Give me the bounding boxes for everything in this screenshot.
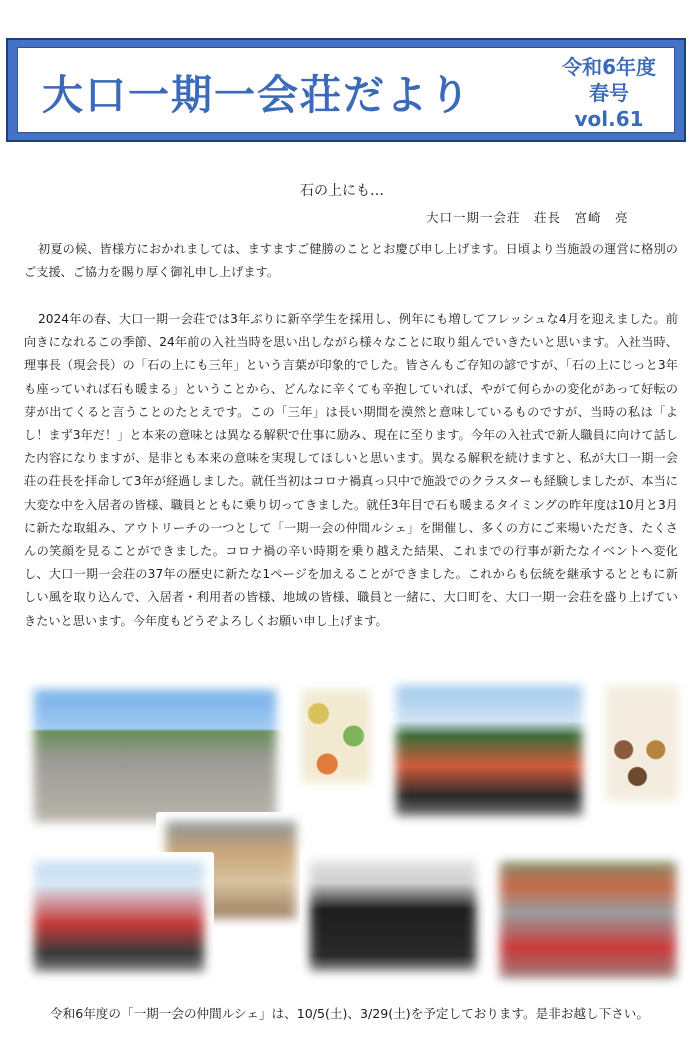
newsletter-title: 大口一期一会荘だより	[42, 71, 472, 119]
dance-performance-photo	[386, 676, 592, 826]
event-schedule-note: 令和6年度の「一期一会の仲間ルシェ」は、10/5(土)、3/29(土)を予定しております。是非お越し下さい。	[50, 1006, 649, 1021]
issue-volume: vol.61	[574, 107, 644, 131]
greeting-paragraph: 初夏の候、皆様方におかれましては、ますますご健勝のこととお慶び申し上げます。日頃より当施設の運営に格別のご支援、ご協力を賜り厚く御礼申し上げます。	[24, 242, 678, 280]
issue-season: 春号	[589, 81, 630, 105]
header-panel	[17, 47, 675, 133]
article-author: 大口一期一会荘 荘長 宮崎 亮	[426, 210, 629, 225]
dancers-parade-photo	[24, 852, 214, 982]
aerial-event-photo	[490, 852, 686, 988]
market-photo	[24, 680, 286, 832]
brass-band-photo	[300, 850, 486, 982]
issue-info	[562, 54, 656, 132]
event-poster-photo	[292, 680, 380, 792]
article-subtitle: 石の上にも…	[300, 183, 384, 199]
main-paragraph: 2024年の春、大口一期一会荘では3年ぶりに新卒学生を採用し、例年にも増してフレッシュな4月を迎えました。前向きになれるこの季節、24年前の入社当時を思い出しながら様々なことに取り組んでいきたいと思います。入社当時、理事長（現会長）の「石の上にも三年」という言葉が印象的でした。皆さんもご存知の諺ですが、「石の上にじっと3年も座っていれば石も暖まる」ということから、どんなに辛くても辛抱していれば、やがて何らかの変化があって好転の芽が出てくると言うことのたとえです。この「三年」は長い期間を漠然と意味しているものですが、当時の私は「よし！まず3年だ！」と本来の意味とは異なる解釈で仕事に励み、現在に至ります。今年の入社式で新人職員に向けて話した内容になりますが、是非とも本来の意味を実現してほしいと思います。異なる解釈を続けますと、私が大口一期一会荘の荘長を拝命して3年が経過しました。就任当初はコロナ禍真っ只中で施設でのクラスターも経験しましたが、本当に大変な中を入居者の皆様、職員とともに乗り切ってきました。就任3年目で石も暖まるタイミングの昨年度は10月と3月に新たな取組み、アウトリーチの一つとして「一期一会の仲間ルシェ」を開催し、多くの方にご来場いただき、たくさんの笑顔を見ることができました。コロナ禍の辛い時期を乗り越えた結果、これまでの行事が新たなイベントへ変化し、大口一期一会荘の37年の歴史に新たな1ページを加えることができました。これからも伝統を継承するとともに新しい風を取り込んで、入居者・利用者の皆様、地域の皆様、職員と一緒に、大口町を、大口一期一会荘を盛り上げていきたいと思います。今年度もどうぞよろしくお願い申し上げます。	[24, 312, 678, 628]
issue-year: 令和6年度	[562, 55, 656, 79]
header-banner	[6, 38, 686, 142]
event-flyer-photo	[596, 676, 688, 810]
